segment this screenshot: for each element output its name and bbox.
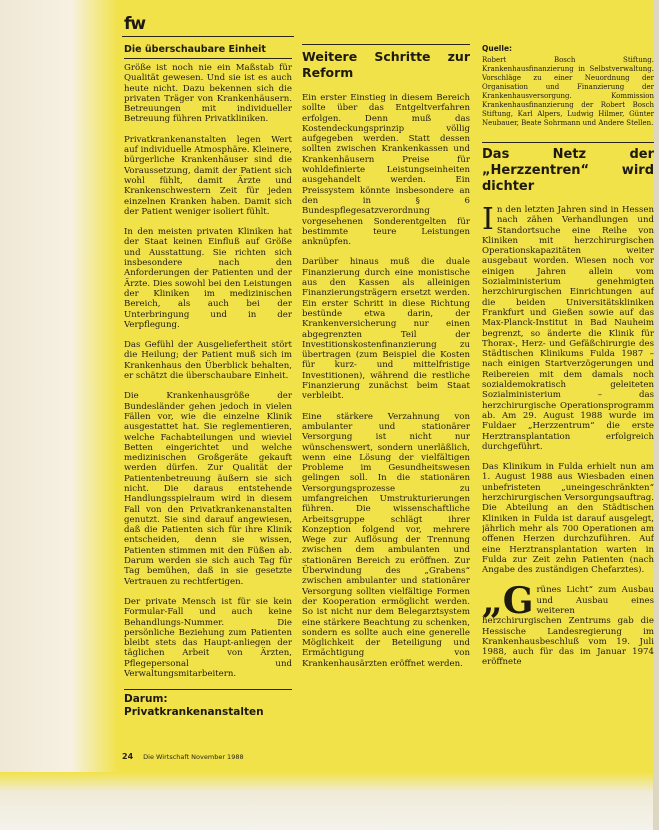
magazine-logo: fw: [124, 14, 146, 34]
quote-drop-cap: „G: [482, 580, 534, 623]
middle-column-heading: Weitere Schritte zur Reform: [302, 44, 470, 81]
drop-cap: I: [482, 202, 494, 237]
right-paragraph-1: [482, 202, 654, 452]
middle-column: [302, 44, 470, 744]
right-paragraph-1-text: n den letzten Jahren sind in Hessen nach zähen Verhandlungen und Standortsuche eine Reihe von Kliniken mit herzchirurgischen Operationskapazitäten weiter ausgebaut worden. Wiesen noch vor einigen Jahren allein vom Sozialministerium genehmigten herzchirurgischen Einrichtungen auf die beiden Universitätskliniken Frankfurt und Gießen sowie auf das Max-Planck-Institut in Bad Nauheim begrenzt, so änderte die Klinik für Thorax-, Herz- und Gefäßchirurgie des Städtischen Klinikums Fulda 1987 – nach einigen Startverzögerungen und Reibereien mit dem damals noch sozialdemokratisch geleiteten Sozialministerium – das herzchirurgische Operationsprogramm ab. Am 29. August 1988 wurde im Fuldaer „Herzzentrum“ die erste Herztransplantation erfolgreich durchgeführt.: [482, 205, 654, 452]
source-text: Robert Bosch Stiftung. Krankenhausfinanzierung in Selbstverwaltung. Vorschläge zu einer Neuordnung der Organisation und Finanzierung der Krankenhausversorgung. Kommission Krankenhausfinanzierung der Robert Bosch Stiftung, Karl Alpers, Ludwig Hilmer, Günter Neubauer, Beate Sohrmann und Andere Stellen.: [482, 56, 654, 127]
middle-paragraph-1: Ein erster Einstieg in diesem Bereich sollte über das Entgeltverfahren erfolgen. Denn muß das Kostendeckungsprinzip völlig aufgegeben werden. Statt dessen sollten zwischen Krankenkassen und Krankenhäusern Preise für wohldefinierte Leistungseinheiten ausgehandelt werden. Ein Preissystem könnte insbesondere an den in § 6 Bundespflegesatzverordnung vorgesehenen Sonderentgelten für bestimmte teure Leistungen anknüpfen.: [302, 93, 470, 248]
left-paragraph-1: Größe ist noch nie ein Maßstab für Qualität gewesen. Und sie ist es auch heute nicht. Dazu bekennen sich die privaten Träger von Krankenhäusern. Betreuungen mit individueller Betreuung führen Privatkliniken.: [124, 63, 292, 125]
page-gutter: [0, 0, 118, 830]
right-column-heading: Das Netz der „Herzzentren“ wird dichter: [482, 142, 654, 195]
left-column: [124, 44, 292, 744]
right-paragraph-2: Das Klinikum in Fulda erhielt nun am 1. August 1988 aus Wiesbaden einen unbefristeten „uneingeschränkten“ herzchirurgischen Versorgungsauftrag. Die Abteilung an den Städtischen Kliniken in Fulda ist darauf ausgelegt, jährlich mehr als 700 Operationen am offenen Herzen durchzuführen. Auf eine Herztransplantation warten in Fulda zur Zeit zehn Patienten (nach Angabe des zuständigen Chefarztes).: [482, 462, 654, 576]
left-paragraph-3: In den meisten privaten Kliniken hat der Staat keinen Einfluß auf Größe und Ausstattung. Sie richten sich insbesondere nach den Anforderungen der Patienten und der Ärzte. Dies sowohl bei den Leistungen der Kliniken im medizinischen Bereich, als auch bei der Unterbringung und in der Verpflegung.: [124, 227, 292, 330]
left-paragraph-5: Die Krankenhausgröße der Bundesländer gehen jedoch in vielen Fällen vor, wie die einzelne Klinik ausgestattet hat. Sie reglementieren, welche Fachabteilungen und wieviel Betten eingerichtet und welche medizinischen Großgeräte gekauft werden dürfen. Zur Qualität der Patientenbetreuung äußern sie sich nicht. Die daraus entstehende Handlungsspielraum wird in diesem Fall von den Privatkrankenanstalten genutzt. Sie sind darauf angewiesen, daß die Patienten sich für ihre Klinik entscheiden, denn sie wissen, Patienten stimmen mit den Füßen ab. Darum werden sie sich auch Tag für Tag bemühen, daß in sie gesetzte Vertrauen zu rechtfertigen.: [124, 391, 292, 587]
source-box: [482, 44, 654, 128]
left-column-subheading: Darum: Privatkrankenanstalten: [124, 689, 292, 719]
right-column: [482, 44, 654, 744]
middle-paragraph-3: Eine stärkere Verzahnung von ambulanter und stationärer Versorgung ist nicht nur wünschenswert, sondern unerläßlich, wenn eine Lösung der vielfältigen Probleme im Gesundheitswesen gelingen soll. In die stationären Versorgungsprozesse zu umfangreichen Umstrukturierungen führen. Die wissenschaftliche Arbeitsgruppe schlägt ihrer Konzeption folgend vor, mehrere Wege zur Auflösung der Trennung zwischen dem ambulanten und stationären Bereich zu eröffnen. Zur Überwindung des „Grabens“ zwischen ambulanter und stationärer Versorgung sollten vielfältige Formen der Kooperation ermöglicht werden. So ist nicht nur dem Belegarztsystem eine stärkere Beachtung zu schenken, sondern es sollte auch eine generelle Möglichkeit der Beteiligung und Ermächtigung von Krankenhausärzten eröffnet werden.: [302, 411, 470, 669]
source-title: Quelle:: [482, 44, 513, 53]
page-footer: [122, 752, 244, 761]
left-paragraph-4: Das Gefühl der Ausgeliefertheit stört die Heilung; der Patient muß sich im Krankenhaus den Überblick behalten, er schätzt die überschaubare Einheit.: [124, 340, 292, 382]
left-column-heading: Die überschaubare Einheit: [124, 44, 292, 59]
left-paragraph-6: Der private Mensch ist für sie kein Formular-Fall und auch keine Behandlungs-Nummer. Die persönliche Beziehung zum Patienten bleibt stets das Haupt-anliegen der täglichen Arbeit von Ärzten, Pflegepersonal und Verwaltungsmitarbeitern.: [124, 596, 292, 680]
top-rule: [122, 36, 294, 37]
right-paragraph-3: [482, 580, 654, 668]
page-number: 24: [122, 752, 134, 761]
right-paragraph-3-text: rünes Licht“ zum Ausbau und Ausbau eines weiteren herzchirurgischen Zentrums gab die Hessische Landesregierung im Krankenhausbeschluß vom 19. Juli 1988, auch für das im Januar 1974 eröffnete: [482, 585, 654, 668]
left-paragraph-2: Privatkrankenanstalten legen Wert auf individuelle Atmosphäre. Kleinere, bürgerliche Krankenhäuser sind die Voraussetzung, damit der Patient sich wohl fühlt, damit Ärzte und Krankenschwestern Zeit für jeden einzelnen Kranken haben. Damit sich der Patient weniger isoliert fühlt.: [124, 134, 292, 217]
middle-paragraph-2: Darüber hinaus muß die duale Finanzierung durch eine monistische aus den Kassen als alleinigen Finanzierungsträgern ersetzt werden. Ein erster Schritt in diese Richtung bestünde etwa darin, der Krankenversicherung nur einen abgegrenzten Teil der Investitionskostenfinanzierung zu übertragen (zum Beispiel die Kosten für kurz- und mittelfristige Investitionen), während die restliche Finanzierung zunächst beim Staat verbleibt.: [302, 257, 470, 402]
page-bottom-margin: [0, 772, 659, 830]
footer-text: Die Wirtschaft November 1988: [143, 753, 244, 761]
